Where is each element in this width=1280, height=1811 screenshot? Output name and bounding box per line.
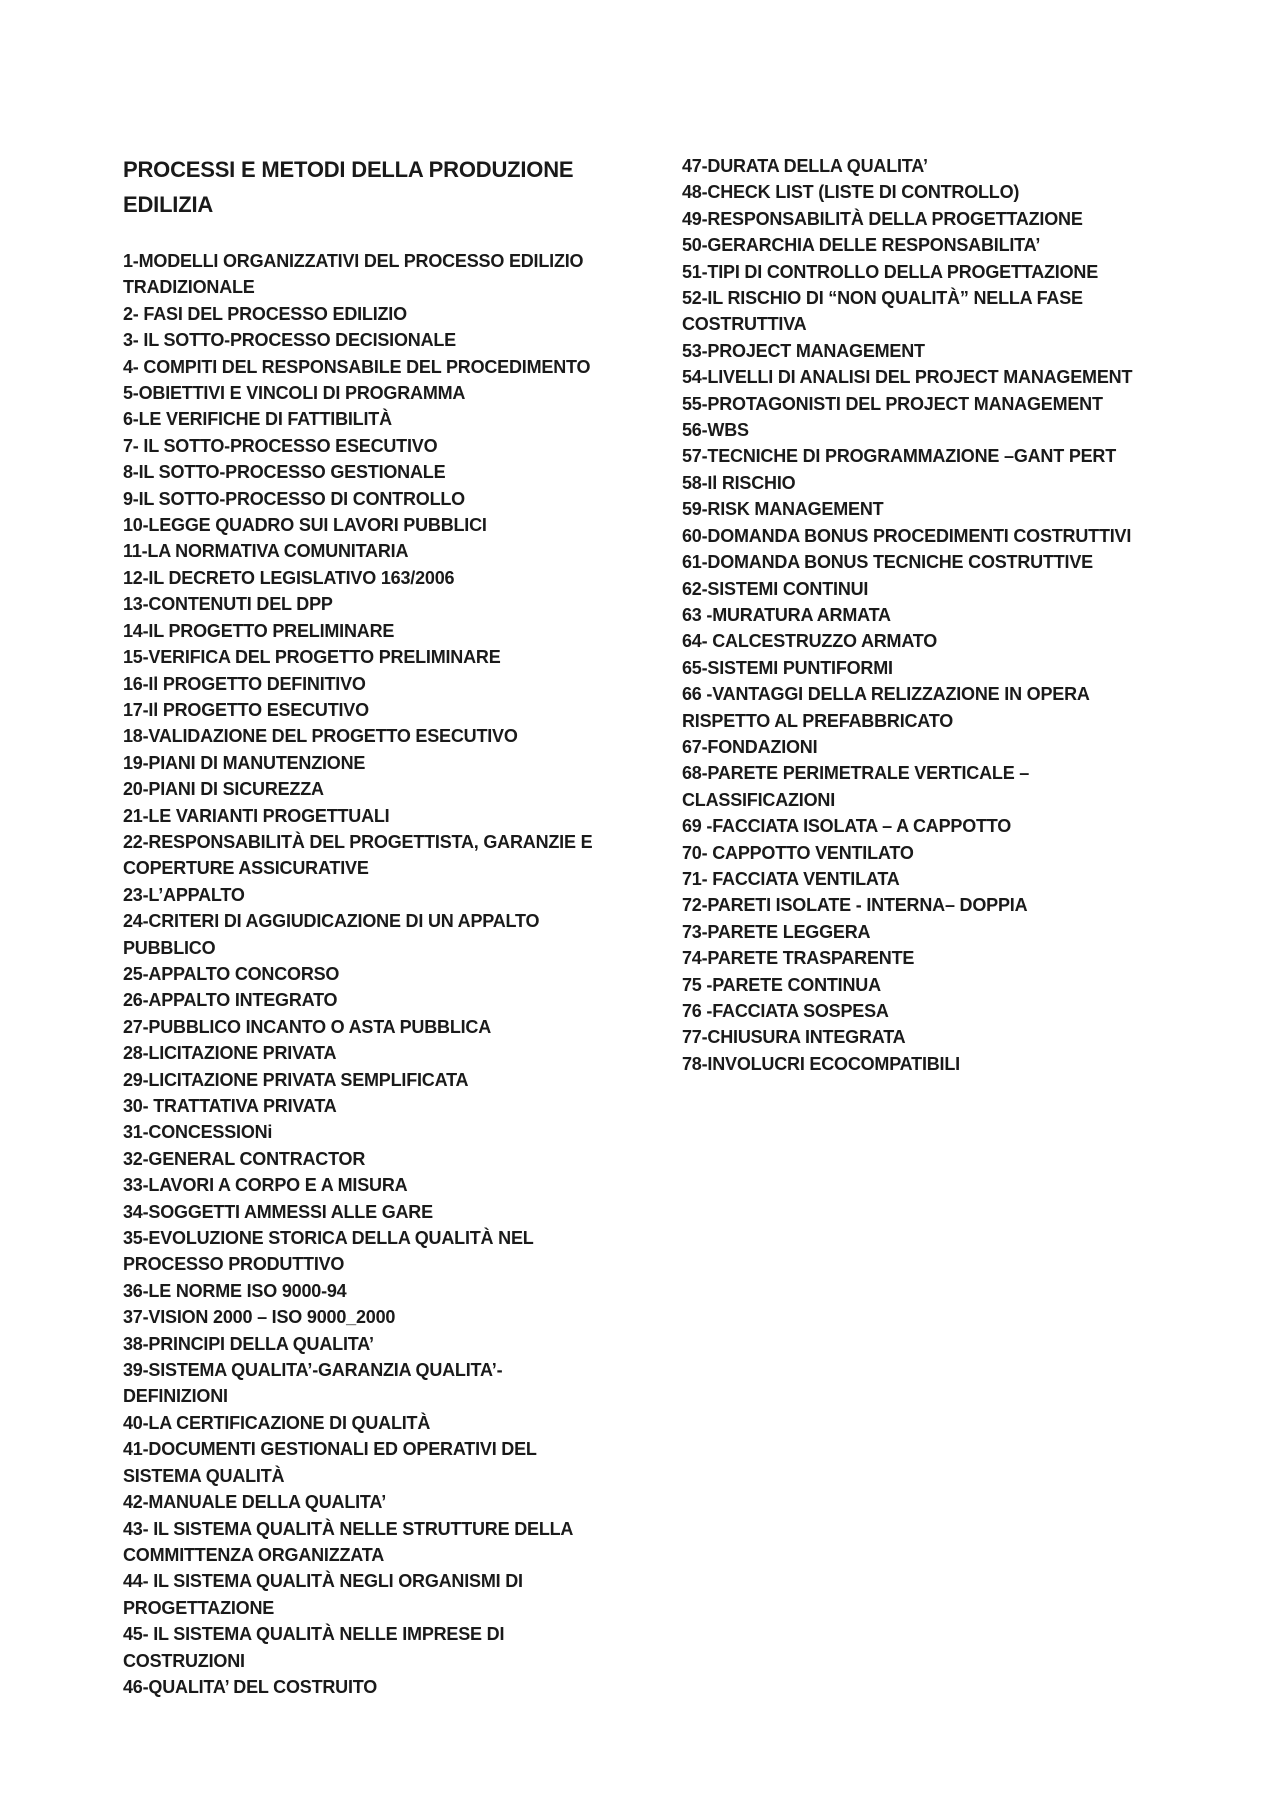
topic-item [123, 776, 603, 802]
topic-line: 48-CHECK LIST (LISTE DI CONTROLLO) [682, 182, 1020, 203]
topic-line: 39-SISTEMA QUALITA’-GARANZIA QUALITA’- [123, 1360, 503, 1381]
topic-item [682, 206, 1182, 232]
topic-item [682, 945, 1182, 971]
topic-line: 77-CHIUSURA INTEGRATA [682, 1027, 906, 1048]
topic-line: 60-DOMANDA BONUS PROCEDIMENTI COSTRUTTIVI [682, 525, 1132, 546]
topic-line: 67-FONDAZIONI [682, 736, 818, 757]
topic-item [123, 538, 603, 564]
topic-line: 74-PARETE TRASPARENTE [682, 948, 915, 969]
topic-item [682, 602, 1182, 628]
topic-line: COPERTURE ASSICURATIVE [123, 858, 369, 879]
topic-line: PROCESSO PRODUTTIVO [123, 1254, 345, 1275]
topic-line: 56-WBS [682, 420, 749, 441]
topic-line: 54-LIVELLI DI ANALISI DEL PROJECT MANAGEMENT [682, 367, 1133, 388]
topic-item [682, 417, 1182, 443]
topic-item [123, 908, 603, 961]
topic-line: 1-MODELLI ORGANIZZATIVI DEL PROCESSO EDILIZIO [123, 251, 584, 271]
topic-item [123, 1674, 603, 1700]
topic-line: 44- IL SISTEMA QUALITÀ NEGLI ORGANISMI DI [123, 1571, 523, 1592]
topic-item [682, 972, 1182, 998]
topic-item [123, 1489, 603, 1515]
title-line: PROCESSI E METODI DELLA PRODUZIONE [123, 157, 574, 182]
topic-item [123, 433, 603, 459]
topic-line: 9-IL SOTTO-PROCESSO DI CONTROLLO [123, 488, 465, 509]
topic-line: 34-SOGGETTI AMMESSI ALLE GARE [123, 1201, 433, 1222]
topic-item [682, 628, 1182, 654]
topic-line: 47-DURATA DELLA QUALITA’ [682, 156, 928, 176]
topic-item [123, 1119, 603, 1145]
topic-item [123, 1146, 603, 1172]
topic-item [682, 232, 1182, 258]
topic-item [682, 153, 1182, 179]
topic-line: 62-SISTEMI CONTINUI [682, 578, 869, 599]
topic-item [123, 618, 603, 644]
topic-item [123, 591, 603, 617]
topic-line: 41-DOCUMENTI GESTIONALI ED OPERATIVI DEL [123, 1439, 537, 1460]
topic-item [682, 496, 1182, 522]
topic-item [123, 1199, 603, 1225]
topic-item [682, 655, 1182, 681]
topic-item [123, 882, 603, 908]
topic-item [123, 1172, 603, 1198]
topic-line: 69 -FACCIATA ISOLATA – A CAPPOTTO [682, 816, 1012, 837]
left-column [123, 150, 603, 1700]
topic-item [123, 248, 603, 301]
topic-item [682, 734, 1182, 760]
topic-line: 17-Il PROGETTO ESECUTIVO [123, 699, 369, 720]
topic-line: 15-VERIFICA DEL PROGETTO PRELIMINARE [123, 647, 501, 668]
topic-item [123, 1568, 603, 1621]
topic-line: 72-PARETI ISOLATE - INTERNA– DOPPIA [682, 895, 1028, 916]
topic-line: 76 -FACCIATA SOSPESA [682, 1001, 889, 1021]
topic-line: 52-IL RISCHIO DI “NON QUALITÀ” NELLA FASE [682, 288, 1083, 309]
topic-item [682, 576, 1182, 602]
topic-line: 10-LEGGE QUADRO SUI LAVORI PUBBLICI [123, 515, 487, 536]
topic-item [123, 1225, 603, 1278]
topic-line: 16-Il PROGETTO DEFINITIVO [123, 673, 366, 694]
topic-line: 12-IL DECRETO LEGISLATIVO 163/2006 [123, 567, 455, 588]
topic-line: 40-LA CERTIFICAZIONE DI QUALITÀ [123, 1412, 431, 1433]
topic-line: 4- COMPITI DEL RESPONSABILE DEL PROCEDIMENTO [123, 356, 591, 377]
topic-line: 68-PARETE PERIMETRALE VERTICALE – [682, 763, 1030, 784]
topic-line: 24-CRITERI DI AGGIUDICAZIONE DI UN APPALTO [123, 911, 540, 932]
topic-item [123, 987, 603, 1013]
topic-line: 3- IL SOTTO-PROCESSO DECISIONALE [123, 330, 456, 351]
topic-line: 21-LE VARIANTI PROGETTUALI [123, 805, 390, 826]
topic-item [682, 840, 1182, 866]
topic-line: 2- FASI DEL PROCESSO EDILIZIO [123, 303, 407, 324]
topic-line: 25-APPALTO CONCORSO [123, 963, 340, 984]
topic-item [123, 354, 603, 380]
right-column [682, 153, 1182, 1077]
topic-item [123, 1516, 603, 1569]
topic-line: 71- FACCIATA VENTILATA [682, 868, 900, 889]
topic-item [123, 406, 603, 432]
topic-item [123, 1621, 603, 1674]
topic-line: 50-GERARCHIA DELLE RESPONSABILITA’ [682, 235, 1041, 256]
topic-line: 29-LICITAZIONE PRIVATA SEMPLIFICATA [123, 1069, 469, 1090]
topic-line: 57-TECNICHE DI PROGRAMMAZIONE –GANT PERT [682, 446, 1117, 467]
topic-line: 14-IL PROGETTO PRELIMINARE [123, 620, 395, 641]
topic-line: 59-RISK MANAGEMENT [682, 499, 884, 520]
topic-line: PUBBLICO [123, 937, 216, 958]
topic-item [682, 364, 1182, 390]
topic-line: TRADIZIONALE [123, 277, 255, 298]
topic-line: 78-INVOLUCRI ECOCOMPATIBILI [682, 1053, 960, 1074]
topic-line: 43- IL SISTEMA QUALITÀ NELLE STRUTTURE DELLA [123, 1518, 574, 1539]
topic-item [123, 1410, 603, 1436]
topic-line: 42-MANUALE DELLA QUALITA’ [123, 1492, 386, 1513]
topic-item [123, 1331, 603, 1357]
topic-line: 32-GENERAL CONTRACTOR [123, 1148, 366, 1169]
topic-line: 61-DOMANDA BONUS TECNICHE COSTRUTTIVE [682, 552, 1093, 573]
topic-item [123, 961, 603, 987]
topic-item [682, 391, 1182, 417]
topic-line: 22-RESPONSABILITÀ DEL PROGETTISTA, GARANZIE E [123, 831, 593, 852]
topic-line: 33-LAVORI A CORPO E A MISURA [123, 1175, 408, 1196]
topic-line: 36-LE NORME ISO 9000-94 [123, 1280, 347, 1301]
topic-item [682, 523, 1182, 549]
topic-line: 58-Il RISCHIO [682, 472, 796, 493]
page-title [123, 152, 603, 222]
topic-line: 31-CONCESSIONi [123, 1122, 273, 1143]
topic-item [682, 470, 1182, 496]
topic-item [123, 565, 603, 591]
topic-line: 26-APPALTO INTEGRATO [123, 990, 338, 1011]
topic-item [123, 380, 603, 406]
topic-item [682, 285, 1182, 338]
topic-line: 13-CONTENUTI DEL DPP [123, 594, 333, 615]
topic-line: 51-TIPI DI CONTROLLO DELLA PROGETTAZIONE [682, 261, 1099, 282]
topic-line: 18-VALIDAZIONE DEL PROGETTO ESECUTIVO [123, 726, 518, 747]
title-line: EDILIZIA [123, 192, 214, 217]
topic-item [123, 1304, 603, 1330]
topic-line: 19-PIANI DI MANUTENZIONE [123, 752, 366, 773]
topic-line: 30- TRATTATIVA PRIVATA [123, 1096, 337, 1116]
topic-item [682, 1024, 1182, 1050]
topic-line: 70- CAPPOTTO VENTILATO [682, 842, 914, 863]
topic-item [123, 1040, 603, 1066]
topic-item [682, 338, 1182, 364]
topic-line: 20-PIANI DI SICUREZZA [123, 779, 324, 800]
topic-line: 46-QUALITA’ DEL COSTRUITO [123, 1676, 378, 1697]
topic-line: 8-IL SOTTO-PROCESSO GESTIONALE [123, 462, 446, 483]
topic-line: COSTRUTTIVA [682, 314, 807, 335]
topic-item [123, 301, 603, 327]
topic-list-right [682, 153, 1182, 1077]
topic-line: DEFINIZIONI [123, 1386, 228, 1407]
topic-line: 55-PROTAGONISTI DEL PROJECT MANAGEMENT [682, 393, 1103, 414]
topic-item [123, 459, 603, 485]
topic-item [123, 1093, 603, 1119]
topic-item [123, 1067, 603, 1093]
topic-line: 7- IL SOTTO-PROCESSO ESECUTIVO [123, 435, 438, 456]
topic-item [123, 327, 603, 353]
topic-line: 63 -MURATURA ARMATA [682, 604, 891, 625]
topic-item [682, 760, 1182, 813]
topic-item [123, 671, 603, 697]
topic-item [682, 1051, 1182, 1077]
topic-line: RISPETTO AL PREFABBRICATO [682, 710, 954, 731]
topic-item [123, 1278, 603, 1304]
topic-line: 5-OBIETTIVI E VINCOLI DI PROGRAMMA [123, 383, 466, 404]
topic-item [123, 644, 603, 670]
topic-item [682, 866, 1182, 892]
topic-item [123, 1357, 603, 1410]
topic-line: 45- IL SISTEMA QUALITÀ NELLE IMPRESE DI [123, 1624, 505, 1645]
topic-line: 28-LICITAZIONE PRIVATA [123, 1043, 337, 1064]
topic-item [123, 486, 603, 512]
topic-item [123, 803, 603, 829]
topic-item [682, 259, 1182, 285]
topic-line: 75 -PARETE CONTINUA [682, 974, 881, 995]
topic-line: 23-L’APPALTO [123, 884, 245, 905]
topic-item [682, 681, 1182, 734]
topic-item [123, 697, 603, 723]
topic-line: CLASSIFICAZIONI [682, 789, 835, 810]
topic-line: 64- CALCESTRUZZO ARMATO [682, 631, 938, 652]
topic-item [682, 179, 1182, 205]
topic-item [123, 829, 603, 882]
topic-line: 65-SISTEMI PUNTIFORMI [682, 657, 893, 678]
topic-line: 38-PRINCIPI DELLA QUALITA’ [123, 1333, 374, 1354]
topic-line: 53-PROJECT MANAGEMENT [682, 340, 925, 361]
topic-item [123, 723, 603, 749]
topic-line: 6-LE VERIFICHE DI FATTIBILITÀ [123, 409, 392, 430]
topic-item [123, 512, 603, 538]
topic-line: 35-EVOLUZIONE STORICA DELLA QUALITÀ NEL [123, 1228, 534, 1249]
topic-item [682, 443, 1182, 469]
topic-line: 49-RESPONSABILITÀ DELLA PROGETTAZIONE [682, 208, 1083, 229]
topic-line: SISTEMA QUALITÀ [123, 1465, 285, 1486]
topic-line: COSTRUZIONI [123, 1650, 245, 1671]
topic-line: COMMITTENZA ORGANIZZATA [123, 1544, 385, 1565]
topic-line: 73-PARETE LEGGERA [682, 921, 871, 942]
topic-item [123, 1014, 603, 1040]
topic-item [123, 1436, 603, 1489]
topic-item [682, 998, 1182, 1024]
topic-item [123, 750, 603, 776]
topic-line: 66 -VANTAGGI DELLA RELIZZAZIONE IN OPERA [682, 684, 1090, 705]
topic-item [682, 549, 1182, 575]
topic-line: 27-PUBBLICO INCANTO O ASTA PUBBLICA [123, 1016, 492, 1037]
topic-list-left [123, 248, 603, 1700]
topic-line: 37-VISION 2000 – ISO 9000_2000 [123, 1307, 396, 1328]
topic-item [682, 892, 1182, 918]
topic-line: 11-LA NORMATIVA COMUNITARIA [123, 541, 409, 562]
topic-item [682, 919, 1182, 945]
topic-item [682, 813, 1182, 839]
topic-line: PROGETTAZIONE [123, 1597, 275, 1618]
